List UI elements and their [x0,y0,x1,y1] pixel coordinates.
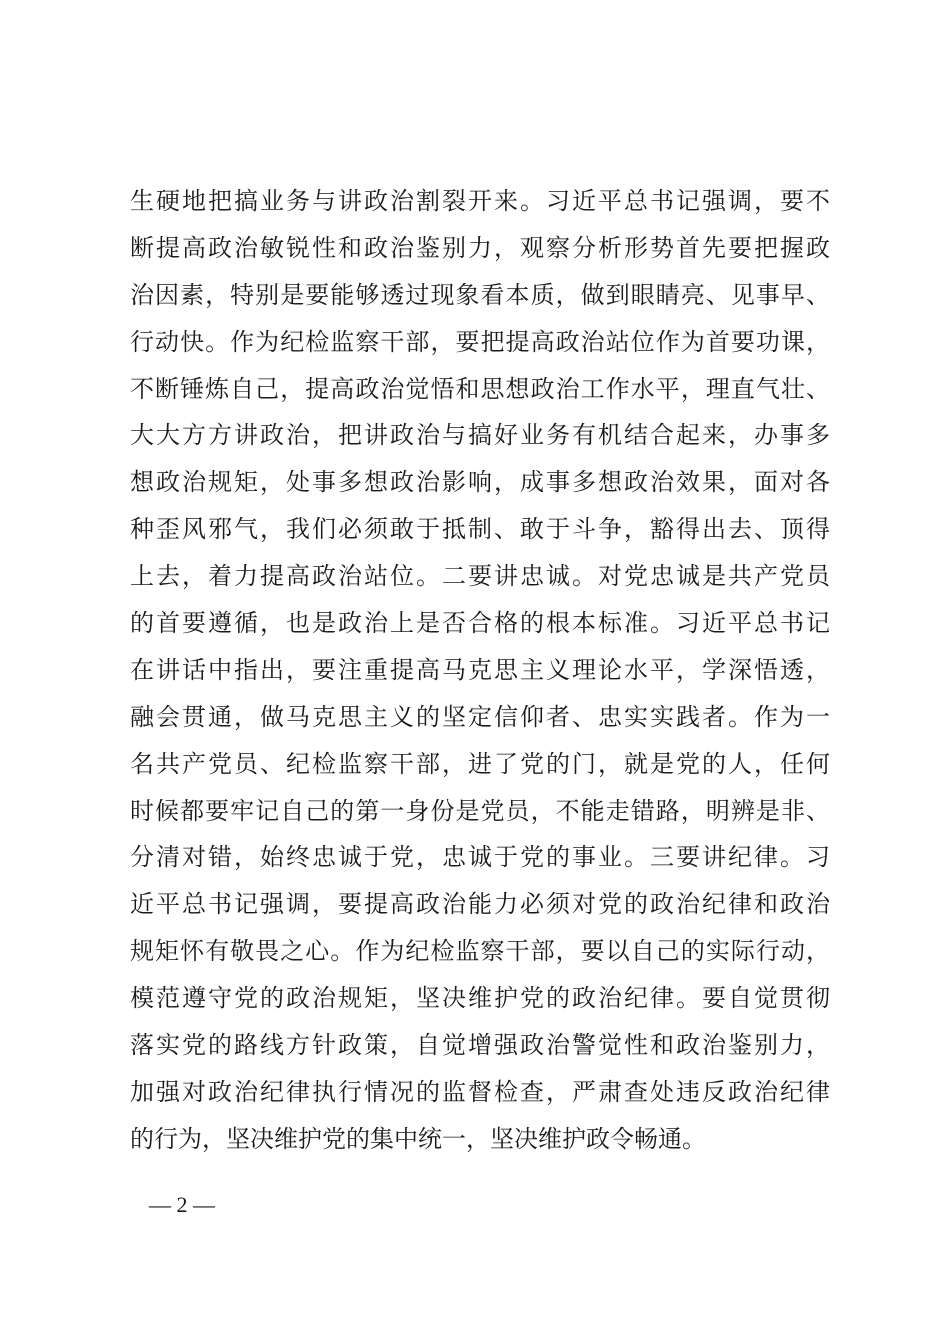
text-line: 近平总书记强调，要提高政治能力必须对党的政治纪律和政治 [130,890,830,919]
body-paragraph [130,178,830,1163]
text-line: 时候都要牢记自己的第一身份是党员，不能走错路，明辨是非、 [130,796,830,825]
text-line: 的行为，坚决维护党的集中统一，坚决维护政令畅通。 [130,1124,706,1153]
text-line: 的首要遵循，也是政治上是否合格的根本标准。习近平总书记 [130,609,830,638]
text-line: 模范遵守党的政治规矩，坚决维护党的政治纪律。要自觉贯彻 [130,984,830,1013]
text-line: 分清对错，始终忠诚于党，忠诚于党的事业。三要讲纪律。习 [130,843,830,872]
text-line: 治因素，特别是要能够透过现象看本质，做到眼睛亮、见事早、 [130,280,830,309]
text-line: 名共产党员、纪检监察干部，进了党的门，就是党的人，任何 [130,749,830,778]
text-line: 想政治规矩，处事多想政治影响，成事多想政治效果，面对各 [130,468,830,497]
text-line: 在讲话中指出，要注重提高马克思主义理论水平，学深悟透， [130,655,830,684]
text-line: 种歪风邪气，我们必须敢于抵制、敢于斗争，豁得出去、顶得 [130,515,830,544]
text-line: 融会贯通，做马克思主义的坚定信仰者、忠实实践者。作为一 [130,702,830,731]
page-number: — 2 — [149,1192,215,1217]
text-line: 加强对政治纪律执行情况的监督检查，严肃查处违反政治纪律 [130,1077,830,1106]
text-line: 生硬地把搞业务与讲政治割裂开来。习近平总书记强调，要不 [130,187,830,215]
text-line: 断提高政治敏锐性和政治鉴别力，观察分析形势首先要把握政 [130,233,830,262]
text-line: 不断锤炼自己，提高政治觉悟和思想政治工作水平，理直气壮、 [130,374,830,403]
text-line: 落实党的路线方针政策，自觉增强政治警觉性和政治鉴别力， [130,1031,830,1060]
text-line: 行动快。作为纪检监察干部，要把提高政治站位作为首要功课， [130,327,830,356]
text-line: 大大方方讲政治，把讲政治与搞好业务有机结合起来，办事多 [130,421,830,450]
text-line: 规矩怀有敬畏之心。作为纪检监察干部，要以自己的实际行动， [130,937,830,966]
text-line: 上去，着力提高政治站位。二要讲忠诚。对党忠诚是共产党员 [130,562,830,591]
